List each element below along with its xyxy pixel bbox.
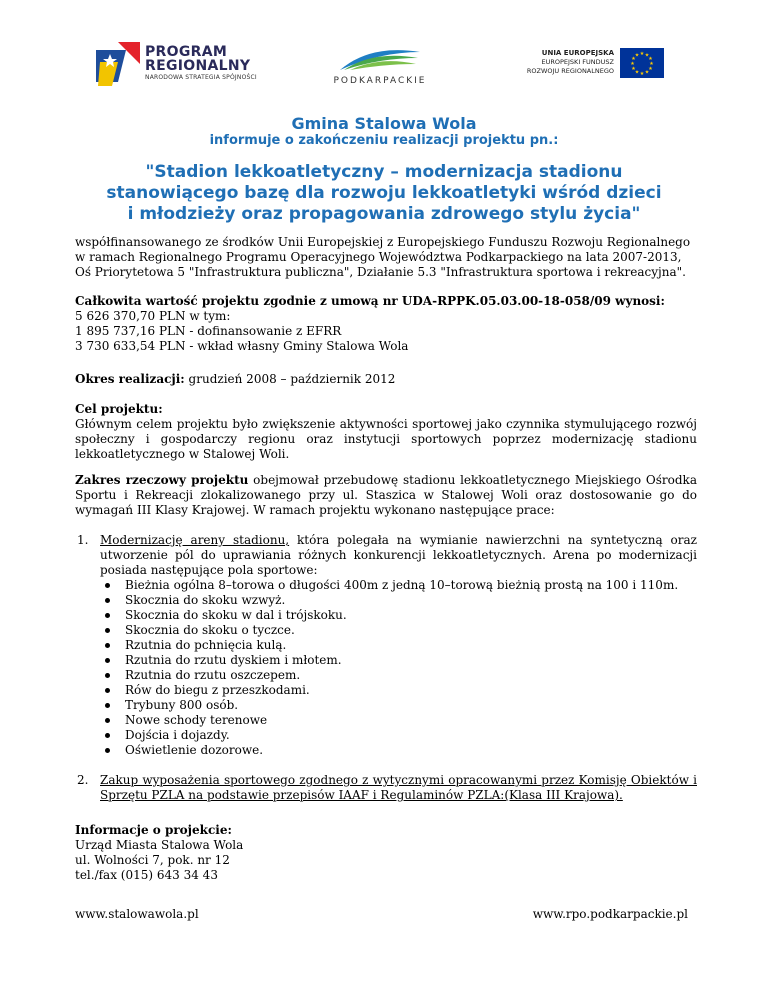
podkarpackie-hills-icon	[340, 42, 420, 72]
svg-text:★: ★	[644, 69, 650, 76]
bullet-icon	[105, 673, 110, 678]
cost-line2: 1 895 737,16 PLN - dofinansowanie z EFRR	[75, 324, 342, 338]
bullet-icon	[105, 598, 110, 603]
intro-text: współfinansowanego ze środków Unii Europejskiej z Europejskiego Funduszu Rozwoju Regionalnego w ramach Regionalnego Programu Operacyjnego Województwa Podkarpackiego na lata 2007-2013, Oś Priorytetowa 5 "Infrastruktura publiczna", Działanie 5.3 "Infrastruktura sportowa i rekreacyjna".	[75, 235, 691, 279]
list-item: Oświetlenie dozorowe.	[100, 743, 697, 758]
list-item: Rzutnia do rzutu dyskiem i młotem.	[100, 653, 697, 668]
svg-text:★: ★	[644, 52, 650, 59]
svg-text:★: ★	[639, 71, 645, 77]
list-item: Skocznia do skoku o tyczce.	[100, 623, 697, 638]
item1-number: 1.	[77, 533, 89, 547]
list-item: Trybuny 800 osób.	[100, 698, 697, 713]
project-title-line3: i młodzieży oraz propagowania zdrowego stylu życia"	[127, 204, 641, 224]
bullet-icon	[105, 613, 110, 618]
project-title	[0, 162, 768, 225]
works-list-item-1	[75, 533, 697, 758]
header-logos	[0, 30, 768, 90]
svg-text:★: ★	[630, 61, 635, 67]
page-title: Gmina Stalowa Wola	[291, 114, 477, 133]
project-title-line2: stanowiącego bazę dla rozwoju lekkoatletyki wśród dzieci	[106, 183, 662, 203]
eu-line1: UNIA EUROPEJSKA	[541, 49, 614, 57]
list-item: Skocznia do skoku wzwyż.	[100, 593, 697, 608]
page-subtitle: informuje o zakończeniu realizacji projektu pn.:	[209, 133, 559, 148]
svg-text:★: ★	[634, 52, 640, 59]
works-list-item-2	[75, 773, 697, 803]
bullet-icon	[105, 583, 110, 588]
sports-fields-list	[100, 578, 697, 758]
podkarpackie-text: PODKARPACKIE	[333, 76, 427, 86]
scope-label: Zakres rzeczowy projektu	[75, 473, 249, 487]
list-item: Dojścia i dojazdy.	[100, 728, 697, 743]
cost-section	[75, 294, 697, 354]
item2-number: 2.	[77, 773, 89, 787]
bullet-icon	[105, 628, 110, 633]
cost-line1: 5 626 370,70 PLN w tym:	[75, 309, 231, 323]
program-line3: NARODOWA STRATEGIA SPÓJNOŚCI	[145, 74, 257, 81]
eu-flag-icon	[620, 48, 664, 78]
list-item: Nowe schody terenowe	[100, 713, 697, 728]
eu-line3: ROZWOJU REGIONALNEGO	[526, 67, 614, 75]
bullet-icon	[105, 688, 110, 693]
project-title-line1: "Stadion lekkoatletyczny – modernizacja stadionu	[145, 162, 623, 182]
contact-line1: Urząd Miasta Stalowa Wola	[75, 838, 244, 852]
scope-section	[75, 473, 697, 518]
podkarpackie-logo	[320, 42, 440, 92]
bullet-icon	[105, 643, 110, 648]
footer-link-stalowawola[interactable]: www.stalowawola.pl	[75, 907, 199, 921]
bullet-icon	[105, 658, 110, 663]
footer-link-rpo[interactable]: www.rpo.podkarpackie.pl	[532, 907, 688, 921]
period-section	[75, 372, 697, 387]
period-label: Okres realizacji:	[75, 372, 185, 386]
scope-text: obejmował przebudowę stadionu lekkoatletycznego Miejskiego Ośrodka Sportu i Rekreacji zlokalizowanego przy ul. Staszica w Stalowej Woli oraz dostosowanie go do wymagań III Klasy Krajowej. W ramach projektu wykonano następujące prace:	[75, 473, 697, 517]
program-line1: PROGRAM	[145, 44, 228, 60]
svg-text:★: ★	[648, 66, 653, 72]
item1-text: która polegała na wymianie nawierzchni na syntetyczną oraz utworzenie pól do uprawiania różnych konkurencji lekkoatletycznych. Arena po modernizacji posiada następujące pola sportowe:	[100, 533, 697, 577]
program-line2: REGIONALNY	[145, 58, 251, 74]
bullet-icon	[105, 748, 110, 753]
contact-section	[75, 823, 697, 883]
program-regionalny-logo	[96, 42, 276, 90]
list-item: Rzutnia do rzutu oszczepem.	[100, 668, 697, 683]
program-regionalny-emblem-icon	[96, 42, 140, 90]
eu-line2: EUROPEJSKI FUNDUSZ	[541, 58, 614, 66]
item2-text: Zakup wyposażenia sportowego zgodnego z wytycznymi opracowanymi przez Komisję Obiektów i Sprzętu PZLA na podstawie przepisów IAAF i Regulaminów PZLA:(Klasa III Krajowa).	[100, 773, 697, 802]
list-item: Skocznia do skoku w dal i trójskoku.	[100, 608, 697, 623]
period-value: grudzień 2008 – październik 2012	[184, 372, 396, 386]
bullet-icon	[105, 703, 110, 708]
svg-text:★: ★	[649, 61, 654, 67]
contact-line2: ul. Wolności 7, pok. nr 12	[75, 853, 230, 867]
svg-text:★: ★	[631, 66, 636, 72]
cost-line3: 3 730 633,54 PLN - wkład własny Gminy Stalowa Wola	[75, 339, 409, 353]
bullet-icon	[105, 718, 110, 723]
list-item: Rów do biegu z przeszkodami.	[100, 683, 697, 698]
intro-section	[75, 235, 697, 280]
svg-text:★: ★	[634, 69, 640, 76]
eu-logo	[514, 46, 674, 86]
svg-text:★: ★	[648, 56, 653, 62]
goal-label: Cel projektu:	[75, 402, 163, 416]
contact-line3: tel./fax (015) 643 34 43	[75, 868, 218, 882]
svg-text:★: ★	[631, 56, 636, 62]
bullet-icon	[105, 733, 110, 738]
list-item: Rzutnia do pchnięcia kulą.	[100, 638, 697, 653]
svg-text:★: ★	[639, 51, 645, 57]
contact-heading: Informacje o projekcie:	[75, 823, 232, 837]
item1-lead: Modernizację areny stadionu,	[100, 533, 290, 547]
goal-section	[75, 402, 697, 462]
list-item: Bieżnia ogólna 8–torowa o długości 400m z jedną 10–torową bieżnią prostą na 100 i 110m.	[100, 578, 697, 593]
goal-text: Głównym celem projektu było zwiększenie aktywności sportowej jako czynnika stymulującego rozwój społeczny i gospodarczy regionu oraz instytucji sportowych poprzez modernizację stadionu lekkoatletycznego w Stalowej Woli.	[75, 417, 697, 461]
cost-heading: Całkowita wartość projektu zgodnie z umową nr UDA-RPPK.05.03.00-18-058/09 wynosi:	[75, 294, 665, 308]
